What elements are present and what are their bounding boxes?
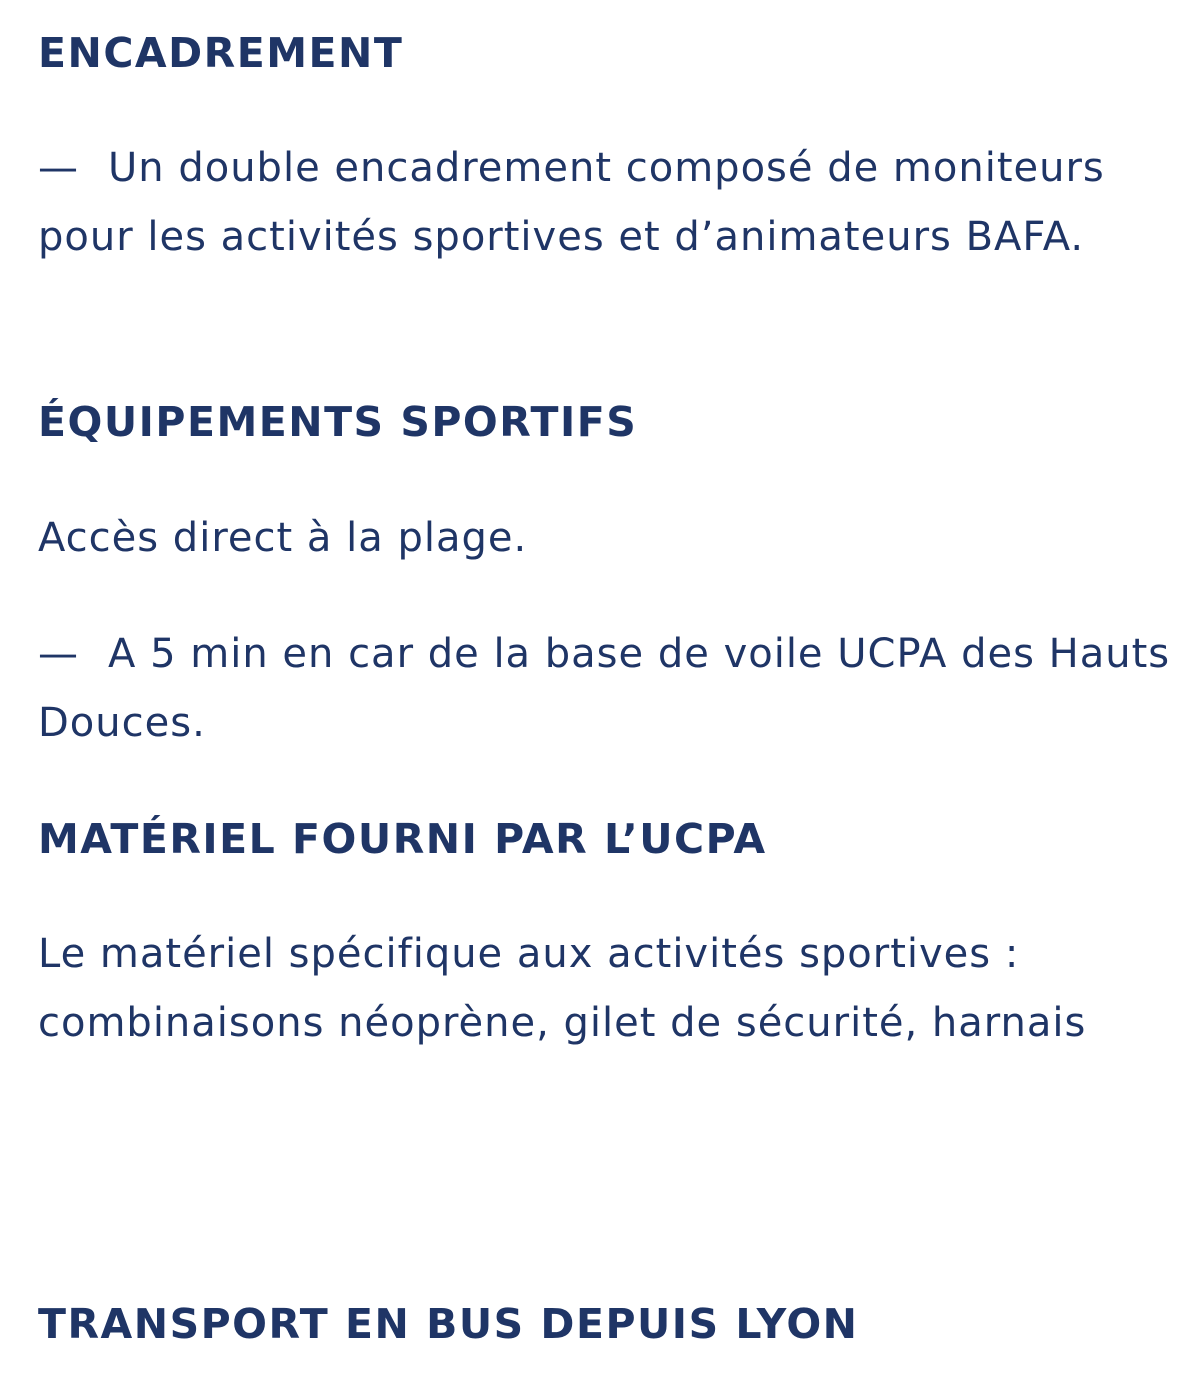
section-heading-transport: TRANSPORT EN BUS DEPUIS LYON bbox=[38, 1300, 859, 1348]
section-heading-equipements-sportifs: ÉQUIPEMENTS SPORTIFS bbox=[38, 398, 638, 446]
encadrement-paragraph bbox=[38, 134, 1138, 272]
dash-bullet: — bbox=[38, 631, 79, 677]
plage-access-paragraph: Accès direct à la plage. bbox=[38, 515, 528, 561]
base-voile-text: A 5 min en car de la base de voile UCPA des Hauts Douces. bbox=[38, 631, 1171, 746]
materiel-paragraph: Le matériel spécifique aux activités sportives : combinaisons néoprène, gilet de sécurité, harnais bbox=[38, 931, 1087, 1046]
section-heading-materiel-fourni: MATÉRIEL FOURNI PAR L’UCPA bbox=[38, 815, 767, 863]
encadrement-text: Un double encadrement composé de moniteurs pour les activités sportives et d’animateurs BAFA. bbox=[38, 145, 1105, 260]
base-voile-paragraph bbox=[38, 620, 1178, 758]
section-heading-encadrement: ENCADREMENT bbox=[38, 29, 404, 77]
dash-bullet: — bbox=[38, 145, 79, 191]
